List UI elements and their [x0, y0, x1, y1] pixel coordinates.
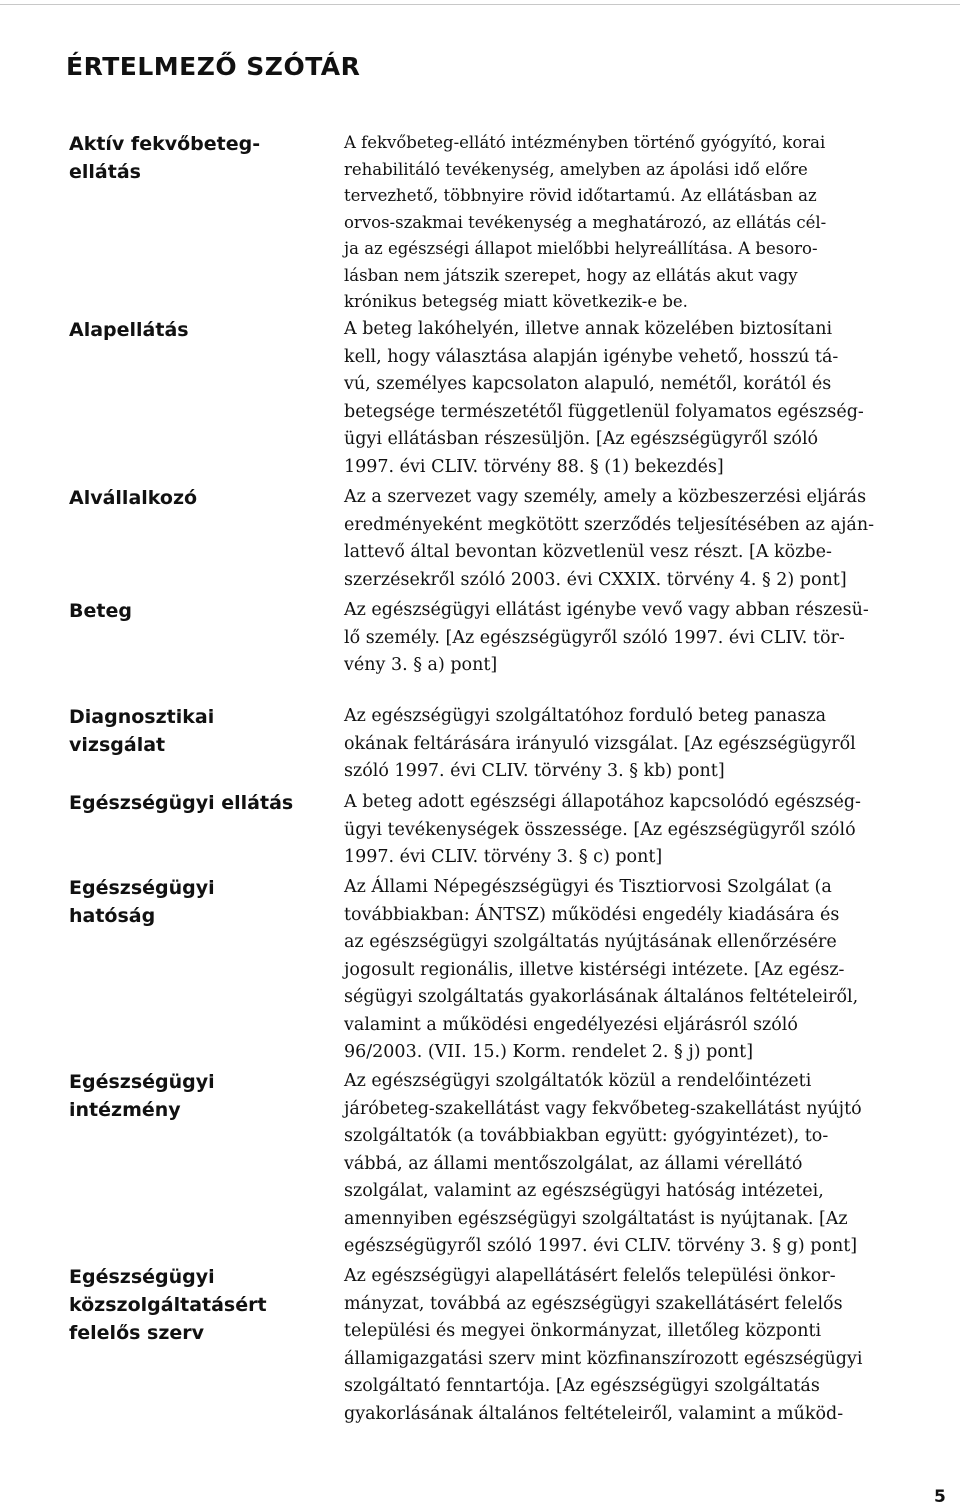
glossary-definition: Az egészségügyi szolgáltatók közül a rendelőintézeti járóbeteg-szakellátást vagy fekvőbeteg-szakellátást nyújtó szolgáltatók (a továbbiakban együtt: gyógyintézet), to- vábbá, az állami mentőszolgálat, az állami vérellátó szolgálat, valamint az egészségügyi hatóság intézetei, amennyiben egészségügyi szolgáltatást is nyújtanak. [Az egészségügyről szóló 1997. évi CLIV. törvény 3. § g) pont] [344, 1071, 862, 1256]
glossary-term: Diagnosztikai vizsgálat [69, 706, 215, 756]
top-rule [0, 4, 960, 5]
glossary-definition: A fekvőbeteg-ellátó intézményben történő gyógyító, korai rehabilitáló tevékenység, amelyben az ápolási idő előre tervezhető, többnyire rövid időtartamú. Az ellátásban az orvos-szakmai tevékenység a meghatározó, az ellátás cél- ja az egészségi állapot mielőbbi helyreállítása. A besoro- lásban nem játszik szerepet, hogy az ellátás akut vagy krónikus betegség miatt következik-e be. [344, 133, 827, 311]
page-title: ÉRTELMEZŐ SZÓTÁR [66, 52, 361, 81]
glossary-term: Alapellátás [69, 319, 189, 341]
glossary-definition: A beteg adott egészségi állapotához kapcsolódó egészség- ügyi tevékenységek összessége. [Az egészségügyről szóló 1997. évi CLIV. törvény 3. § c) pont] [344, 792, 861, 867]
glossary-definition: Az egészségügyi ellátást igénybe vevő vagy abban részesü- lő személy. [Az egészségügyről szóló 1997. évi CLIV. tör- vény 3. § a) pont] [344, 600, 869, 675]
glossary-definition: Az a szervezet vagy személy, amely a közbeszerzési eljárás eredményeként megkötött szerződés teljesítésében az aján- lattevő által bevontan közvetlenül vesz részt. [A közbe- szerzésekről szóló 2003. évi CXXIX. törvény 4. § 2) pont] [344, 487, 874, 590]
glossary-term: Egészségügyi hatóság [69, 877, 215, 927]
glossary-definition: Az egészségügyi szolgáltatóhoz forduló beteg panasza okának feltárására irányuló vizsgálat. [Az egészségügyről szóló 1997. évi CLIV. törvény 3. § kb) pont] [344, 706, 856, 781]
glossary-term: Beteg [69, 600, 132, 622]
glossary-definition: Az Állami Népegészségügyi és Tisztiorvosi Szolgálat (a továbbiakban: ÁNTSZ) működési engedély kiadására és az egészségügyi szolgáltatás nyújtásának ellenőrzésére jogosult regionális, illetve kistérségi intézete. [Az egész- ségügyi szolgáltatás gyakorlásának általános feltételeiről, valamint a működési engedélyezési eljárásról szóló 96/2003. (VII. 15.) Korm. rendelet 2. § j) pont] [344, 877, 859, 1062]
glossary-term: Alvállalkozó [69, 487, 198, 509]
glossary-term: Aktív fekvőbeteg- ellátás [69, 133, 261, 183]
glossary-term: Egészségügyi ellátás [69, 792, 294, 814]
glossary-definition: Az egészségügyi alapellátásért felelős települési önkor- mányzat, továbbá az egészségügyi szakellátásért felelős települési és megyei önkormányzat, illetőleg központi államigazgatási szerv mint közfinanszírozott egészségügyi szolgáltató fenntartója. [Az egészségügyi szolgáltatás gyakorlásának általános feltételeiről, valamint a működ- [344, 1266, 863, 1424]
page-number: 5 [934, 1487, 946, 1507]
glossary-term: Egészségügyi közszolgáltatásért felelős szerv [69, 1266, 267, 1344]
glossary-term: Egészségügyi intézmény [69, 1071, 215, 1121]
glossary-definition: A beteg lakóhelyén, illetve annak közelében biztosítani kell, hogy választása alapján igénybe vehető, hosszú tá- vú, személyes kapcsolaton alapuló, nemétől, korától és betegsége természetétől függetlenül folyamatos egészség- ügyi ellátásban részesüljön. [Az egészségügyről szóló 1997. évi CLIV. törvény 88. § (1) bekezdés] [344, 319, 864, 477]
